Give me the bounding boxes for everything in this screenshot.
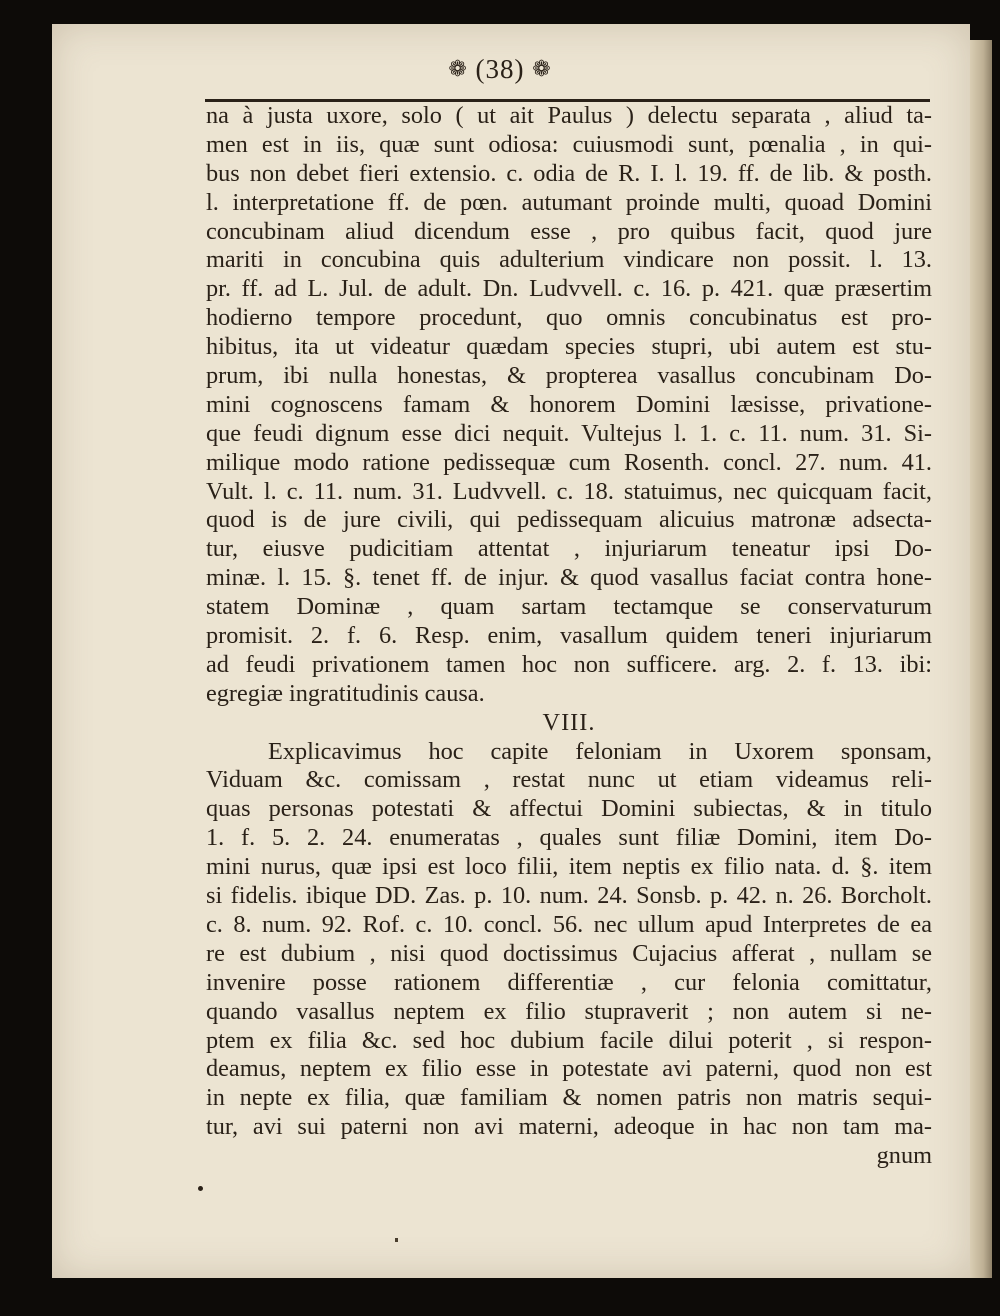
text-line: mini nurus, quæ ipsi est loco filii, item neptis ex filio nata. d. §. item	[206, 853, 932, 881]
text-line: si fidelis. ibique DD. Zas. p. 10. num. 24. Sonsb. p. 42. n. 26. Borcholt.	[206, 882, 932, 910]
catchword: gnum	[876, 1142, 932, 1170]
text-line: men est in iis, quæ sunt odiosa: cuiusmodi sunt, pœnalia , in qui-	[206, 130, 932, 158]
text-line: promisit. 2. f. 6. Resp. enim, vasallum quidem teneri injuriarum	[206, 622, 932, 650]
text-line: c. 8. num. 92. Rof. c. 10. concl. 56. nec ullum apud Interpretes de ea	[206, 910, 932, 938]
text-line: bus non debet fieri extensio. c. odia de R. I. l. 19. ff. de lib. & posth.	[206, 159, 932, 187]
text-line: ad feudi privationem tamen hoc non sufficere. arg. 2. f. 13. ibi:	[206, 650, 932, 678]
text-line: tur, avi sui paterni non avi materni, adeoque in hac non tam ma-	[206, 1113, 932, 1141]
text-line: tur, eiusve pudicitiam attentat , injuriarum teneatur ipsi Do-	[206, 535, 932, 563]
page-edge	[970, 40, 992, 1278]
paragraph-viii	[206, 738, 932, 1142]
text-line: egregiæ ingratitudinis causa.	[206, 679, 485, 707]
ornament-right-icon: ❁	[532, 56, 552, 81]
ink-spot	[395, 1238, 398, 1242]
body-text	[206, 102, 932, 1171]
text-line: re est dubium , nisi quod doctissimus Cujacius afferat , nullam se	[206, 939, 932, 967]
text-line: concubinam aliud dicendum esse , pro quibus facit, quod jure	[206, 217, 932, 245]
text-line: 1. f. 5. 2. 24. enumeratas , quales sunt filiæ Domini, item Do-	[206, 824, 932, 852]
paragraph-continuation	[206, 102, 932, 709]
section-heading: VIII.	[542, 708, 596, 736]
text-line: Explicavimus hoc capite feloniam in Uxorem sponsam,	[268, 737, 932, 765]
text-line: que feudi dignum esse dici nequit. Vultejus l. 1. c. 11. num. 31. Si-	[206, 419, 932, 447]
text-line: quas personas potestati & affectui Domini subiectas, & in titulo	[206, 795, 932, 823]
text-line: ptem ex filia &c. sed hoc dubium facile dilui poterit , si respon-	[206, 1026, 932, 1054]
page-header	[0, 54, 1000, 85]
text-line: statem Dominæ , quam sartam tectamque se conservaturum	[206, 593, 932, 621]
text-line: milique modo ratione pedissequæ cum Rosenth. concl. 27. num. 41.	[206, 448, 932, 476]
text-line: hodierno tempore procedunt, quo omnis concubinatus est pro-	[206, 304, 932, 332]
text-line: Vult. l. c. 11. num. 31. Ludvvell. c. 18. statuimus, nec quicquam facit,	[206, 477, 932, 505]
text-line: minæ. l. 15. §. tenet ff. de injur. & quod vasallus faciat contra hone-	[206, 564, 932, 592]
text-line: deamus, neptem ex filio esse in potestate avi paterni, quod non est	[206, 1055, 932, 1083]
text-line: hibitus, ita ut videatur quædam species stupri, ubi autem est stu-	[206, 333, 932, 361]
page-number: (38)	[475, 54, 525, 84]
text-line: quod is de jure civili, qui pedissequam alicuius matronæ adsecta-	[206, 506, 932, 534]
text-line: Viduam &c. comissam , restat nunc ut etiam videamus reli-	[206, 766, 932, 794]
text-line: na à justa uxore, solo ( ut ait Paulus ) delectu separata , aliud ta-	[206, 102, 932, 129]
text-line: prum, ibi nulla honestas, & propterea vasallus concubinam Do-	[206, 362, 932, 390]
text-line: quando vasallus neptem ex filio stupraverit ; non autem si ne-	[206, 997, 932, 1025]
text-line: l. interpretatione ff. de pœn. autumant proinde multi, quoad Domini	[206, 188, 932, 216]
text-line: in nepte ex filia, quæ familiam & nomen patris non matris sequi-	[206, 1084, 932, 1112]
ink-spot	[198, 1186, 203, 1191]
text-line: mariti in concubina quis adulterium vindicare non possit. l. 13.	[206, 246, 932, 274]
ornament-left-icon: ❁	[448, 56, 468, 81]
text-line: mini cognoscens famam & honorem Domini læsisse, privatione-	[206, 390, 932, 418]
text-line: invenire posse rationem differentiæ , cur felonia comittatur,	[206, 968, 932, 996]
text-line: pr. ff. ad L. Jul. de adult. Dn. Ludvvell. c. 16. p. 421. quæ præsertim	[206, 275, 932, 303]
